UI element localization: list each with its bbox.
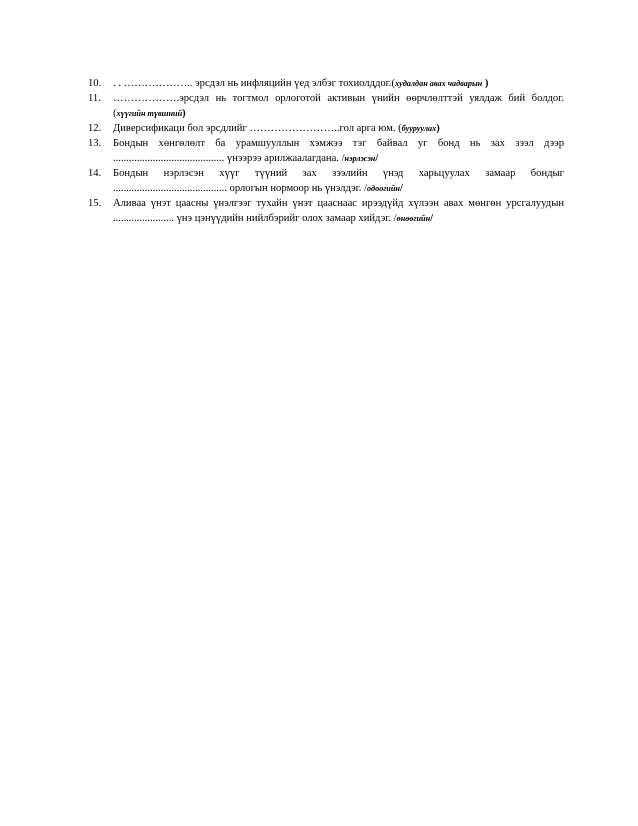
item-text [113, 121, 564, 136]
item-question: ……………….эрсдэл нь тогтмол орлоготой активын үнийн өөрчлөлттэй уялдаж бий болдог. ( [113, 93, 564, 119]
item-answer-close: / [399, 183, 403, 194]
item-answer-close: / [375, 153, 379, 164]
question-list [88, 76, 564, 226]
item-number: 15. [88, 198, 102, 209]
list-item [88, 76, 564, 91]
item-answer-close: ) [182, 108, 186, 119]
item-number: 14. [88, 168, 102, 179]
item-number: 12. [88, 123, 102, 134]
item-question: . . ……………….. эрсдэл нь инфляцийн үед элбэг тохиолддог.( [113, 78, 395, 89]
item-answer: бууруулах [401, 124, 437, 133]
item-question: Аливаа үнэт цаасны үнэлгээг тухайн үнэт цааснаас ирээдүйд хүлээн авах мөнгөн урсгалуудын ....................... үнэ цэнүүдийн нийлбэрийг олох замаар хийдэг. / [113, 198, 564, 224]
item-number: 13. [88, 138, 102, 149]
list-item [88, 166, 564, 196]
item-text [113, 76, 564, 91]
item-answer-close: / [430, 213, 434, 224]
item-text [113, 166, 564, 196]
item-answer-close: ) [482, 78, 489, 89]
list-item [88, 196, 564, 226]
item-text [113, 136, 564, 166]
list-item [88, 136, 564, 166]
item-answer: худалдан авах чадварын [394, 79, 483, 88]
item-question: Бондын хөнгөлөлт ба урамшууллын хэмжээ тэг байвал уг бонд нь зах зээл дээр .......................................... үнээрээ арилжаалагдана. / [113, 138, 564, 164]
item-answer-close: ) [436, 123, 440, 134]
item-answer: нэрлэсэн [344, 154, 376, 163]
item-text [113, 91, 564, 121]
item-number: 11. [88, 93, 101, 104]
item-answer: өнөөгийн [396, 214, 431, 223]
item-number: 10. [88, 78, 102, 89]
item-text [113, 196, 564, 226]
item-answer: хүүгийн түвшний [116, 109, 183, 118]
item-question: Диверсификаци бол эрсдлийг ……………………..гол арга юм. ( [113, 123, 402, 134]
item-question: Бондын нэрлэсэн хүүг түүний зах зээлийн үнэд харьцуулах замаар бондыг ........................................... орлогын нормоор нь үнэлдэг. / [113, 168, 564, 194]
list-item [88, 121, 564, 136]
list-item [88, 91, 564, 121]
item-answer: одоогийн [367, 184, 400, 193]
